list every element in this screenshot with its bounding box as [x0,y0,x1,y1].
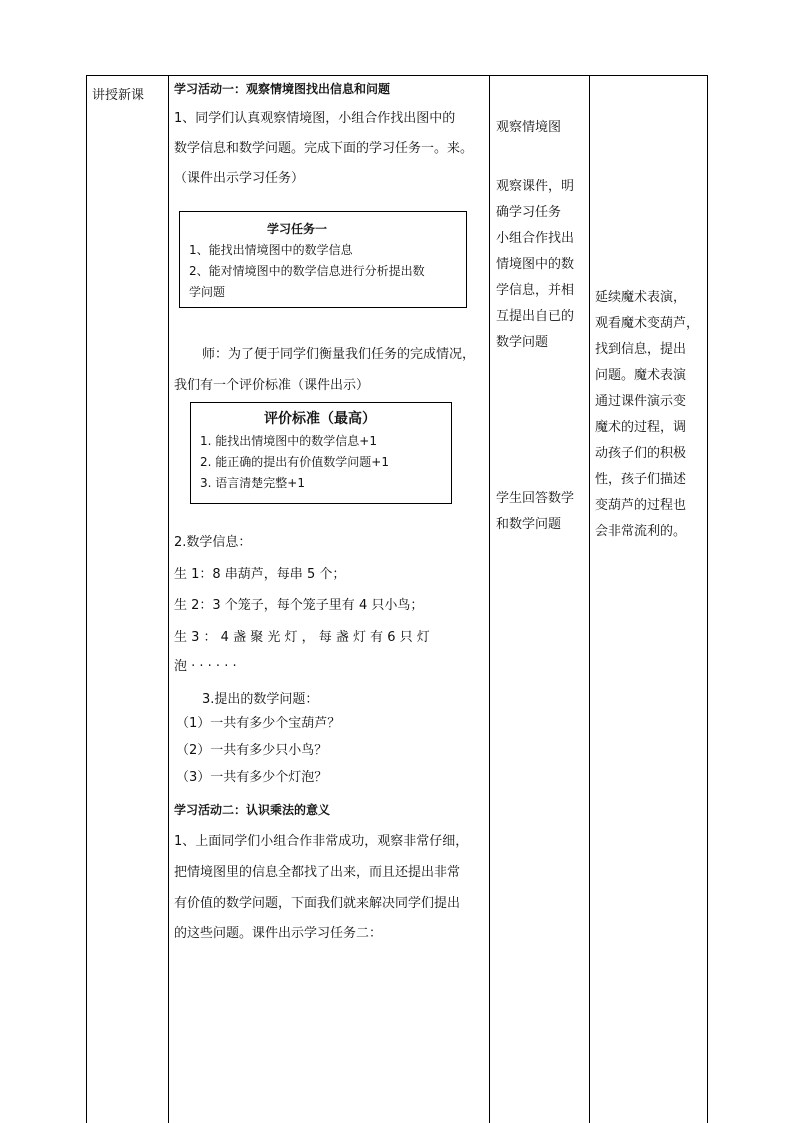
question-2: （2）一共有多少只小鸟？ [176,743,328,758]
student-activity-line: 学信息，并相 [496,283,575,298]
design-intent-line: 变葫芦的过程也 [595,498,687,513]
paragraph-1-line-3: （课件出示学习任务） [174,171,305,186]
design-intent-line: 延续魔术表演， [595,290,687,305]
task-box-title: 学习任务一 [267,222,328,236]
question-1: （1）一共有多少个宝葫芦？ [176,716,341,731]
task-box-line-3: 学问题 [189,285,226,299]
question-3: （3）一共有多少个灯泡？ [176,770,328,785]
task-box-line-1: 1、能找出情境图中的数学信息 [189,243,353,257]
student-1-answer: 生 1：8 串葫芦，每串 5 个； [174,567,346,582]
paragraph-3-line-3: 有价值的数学问题，下面我们就来解决同学们提出 [174,896,461,911]
design-intent-line: 问题。魔术表演 [595,368,687,383]
paragraph-1-line-1: 1、同学们认真观察情境图，小组合作找出图中的 [174,111,456,126]
student-3-answer-line-2: 泡 · · · · · · [174,659,237,674]
design-intent-line: 找到信息，提出 [595,342,687,357]
column-divider-1 [168,75,169,1123]
activity-2-title: 学习活动二：认识乘法的意义 [174,803,331,817]
info-title: 2.数学信息： [174,535,252,550]
student-answer-line: 学生回答数学 [496,491,575,506]
student-activity-line: 小组合作找出 [496,231,575,246]
evaluation-box-line-3: 3. 语言清楚完整+1 [200,476,305,490]
design-intent-block [595,285,705,545]
paragraph-1-line-2: 数学信息和数学问题。完成下面的学习任务一。来。 [174,141,474,156]
evaluation-box-line-2: 2. 能正确的提出有价值数学问题+1 [200,455,389,469]
questions-title: 3.提出的数学问题： [202,692,319,707]
evaluation-box-line-1: 1. 能找出情境图中的数学信息+1 [200,434,377,448]
student-activity-line: 情境图中的数 [496,257,575,272]
design-intent-line: 性，孩子们描述 [595,472,687,487]
column-divider-2 [489,75,490,1123]
student-activity-line: 观察课件，明 [496,179,575,194]
design-intent-line: 通过课件演示变 [595,394,687,409]
column-divider-3 [589,75,590,1123]
student-2-answer: 生 2：3 个笼子，每个笼子里有 4 只小鸟； [174,598,424,613]
design-intent-line: 会非常流利的。 [595,524,687,539]
activity-1-title: 学习活动一：观察情境图找出信息和问题 [174,82,391,96]
paragraph-3-line-2: 把情境图里的信息全都找了出来，而且还提出非常 [174,865,461,880]
task-box-line-2: 2、能对情境图中的数学信息进行分析提出数 [189,264,425,278]
paragraph-3-line-1: 1、上面同学们小组合作非常成功，观察非常仔细， [174,834,469,849]
paragraph-2-line-1: 师：为了便于同学们衡量我们任务的完成情况， [202,347,476,362]
student-activity-line: 互提出自已的 [496,309,575,324]
evaluation-box-title: 评价标准（最高） [264,411,376,427]
student-answer-line: 和数学问题 [496,517,562,532]
student-answer-block [496,486,586,538]
student-activity-observe: 观察情境图 [496,120,562,135]
student-activity-line: 数学问题 [496,335,549,350]
student-activity-block [496,174,586,356]
design-intent-line: 动孩子们的积极 [595,446,687,461]
design-intent-line: 魔术的过程，调 [595,420,687,435]
section-label: 讲授新课 [92,88,145,103]
paragraph-2-line-2: 我们有一个评价标准（课件出示） [174,378,370,393]
design-intent-line: 观看魔术变葫芦， [595,316,700,331]
paragraph-3-line-4: 的这些问题。课件出示学习任务二： [174,926,383,941]
student-activity-line: 确学习任务 [496,205,562,220]
student-3-answer-line-1: 生 3 ： 4 盏 聚 光 灯 ， 每 盏 灯 有 6 只 灯 [174,630,430,645]
